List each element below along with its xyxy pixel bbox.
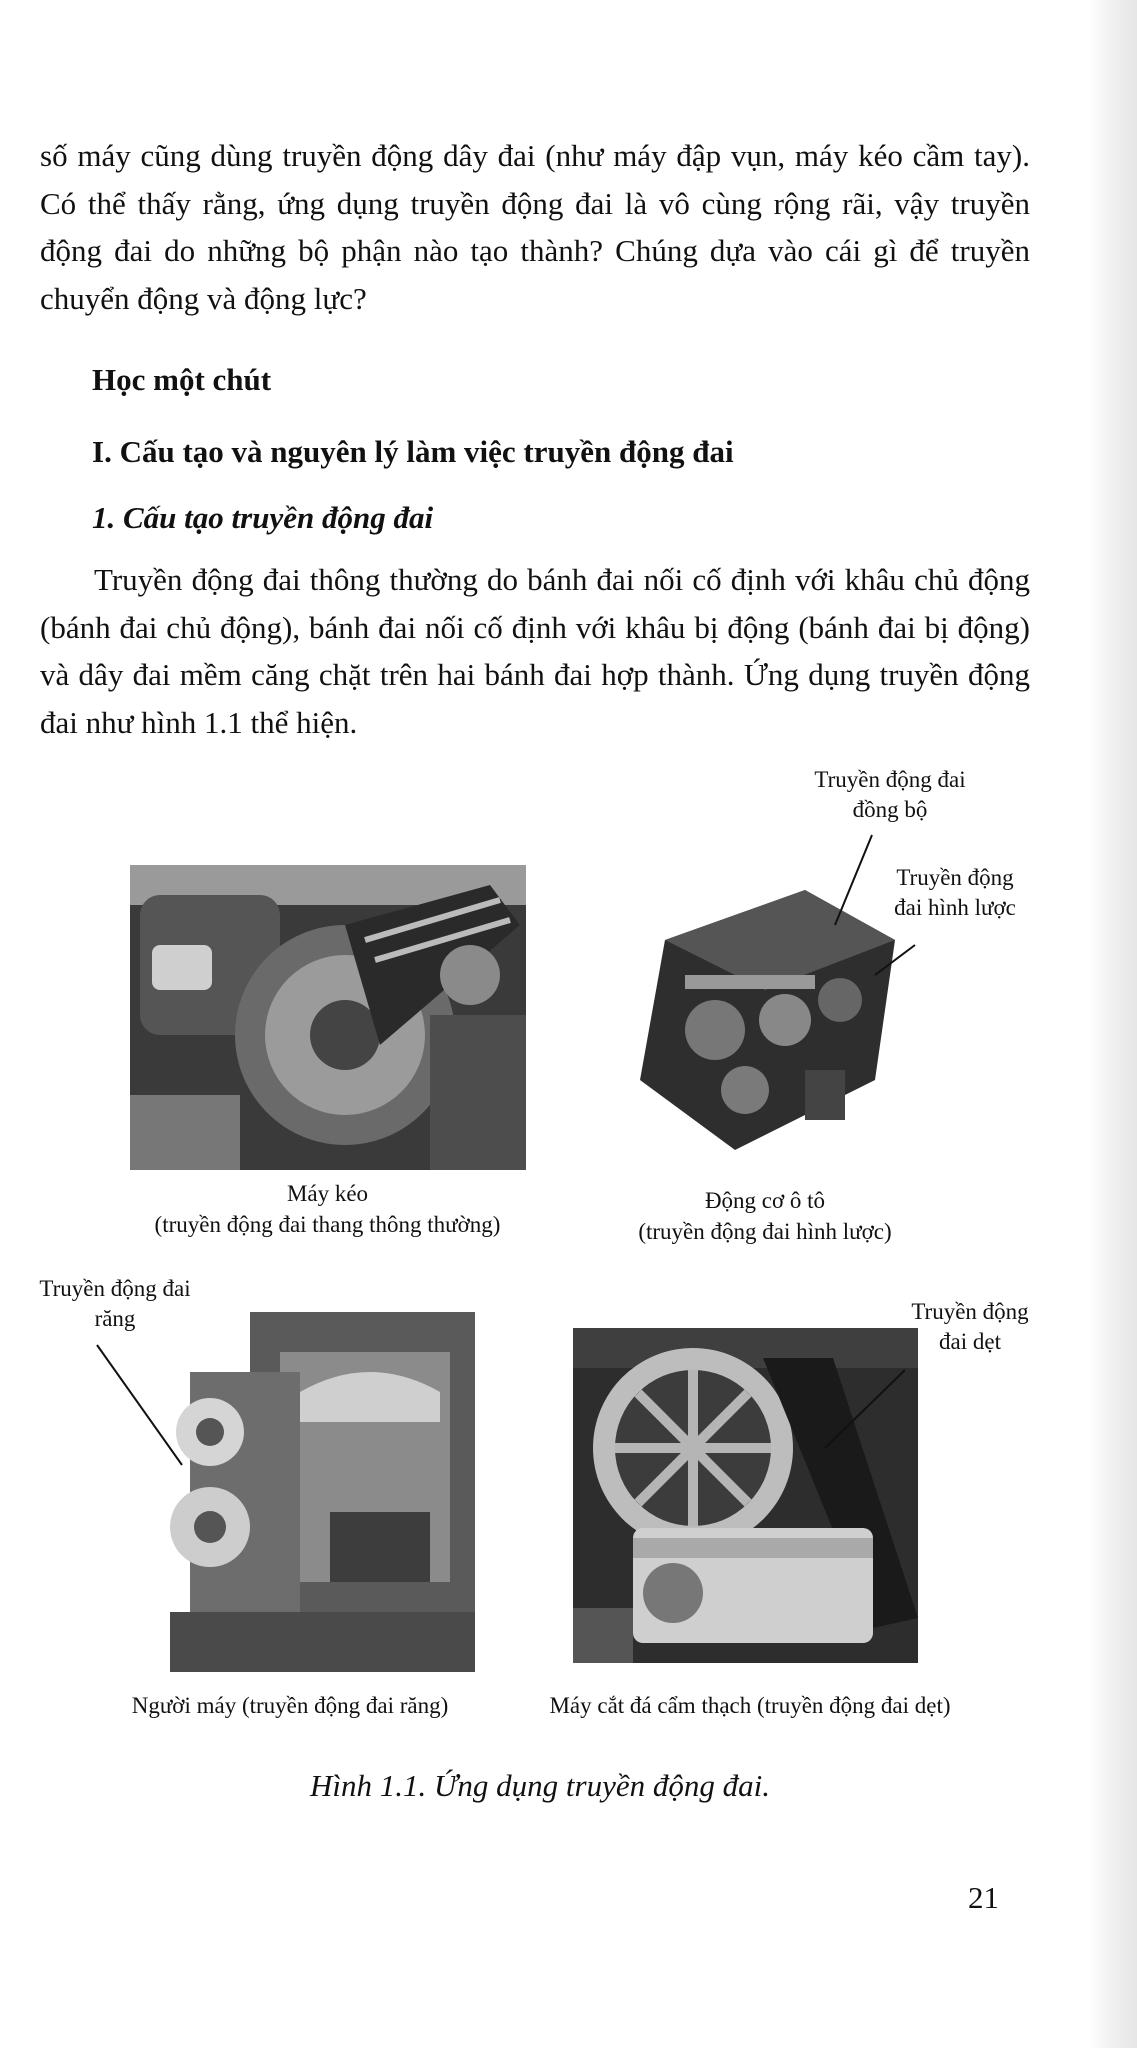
marble-cutter-caption: Máy cắt đá cẩm thạch (truyền động đai dẹt) [549,1693,951,1718]
engine-callout-ribbed-line2: đai hình lược [894,895,1016,920]
engine-callout-sync-line2: đồng bộ [852,797,928,822]
marble-callout-line2: đai dẹt [939,1329,1001,1354]
robot-callout-line2: răng [94,1306,136,1331]
tractor-caption-line2: (truyền động đai thang thông thường) [154,1212,501,1237]
body-paragraph: Truyền động đai thông thường do bánh đai nối cố định với khâu chủ động (bánh đai chủ động), bánh đai nối cố định với khâu bị động (bánh đai bị động) và dây đai mềm căng chặt trên hai bánh đai hợp thành. Ứng dụng truyền động đai như hình 1.1 thể hiện. [40,562,1030,740]
section-label: Học một chút [92,362,272,397]
marble-callout-line1: Truyền động [911,1299,1029,1324]
engine-callout-sync-line1: Truyền động đai [814,767,966,792]
section-heading: I. Cấu tạo và nguyên lý làm việc truyền động đai [92,434,734,469]
robot-caption: Người máy (truyền động đai răng) [131,1693,449,1718]
engine-photo [625,880,900,1160]
engine-caption-line2: (truyền động đai hình lược) [638,1219,892,1244]
page-edge-shadow [1090,0,1137,2048]
robot-photo [170,1312,475,1672]
tractor-caption-line1: Máy kéo [286,1181,369,1206]
tractor-photo [130,865,526,1170]
page-number: 21 [968,1880,999,1915]
subsection-heading: 1. Cấu tạo truyền động đai [92,500,434,535]
intro-paragraph: số máy cũng dùng truyền động dây đai (như máy đập vụn, máy kéo cầm tay). Có thể thấy rằng, ứng dụng truyền động đai là vô cùng rộng rãi, vậy truyền động đai do những bộ phận nào tạo thành? Chúng dựa vào cái gì để truyền chuyển động và động lực? [40,138,1030,316]
engine-caption-line1: Động cơ ô tô [704,1188,826,1213]
robot-callout-line1: Truyền động đai [39,1276,191,1301]
engine-callout-ribbed-line1: Truyền động [896,865,1014,890]
figure-title: Hình 1.1. Ứng dụng truyền động đai. [310,1768,770,1803]
marble-cutter-photo [573,1328,918,1663]
